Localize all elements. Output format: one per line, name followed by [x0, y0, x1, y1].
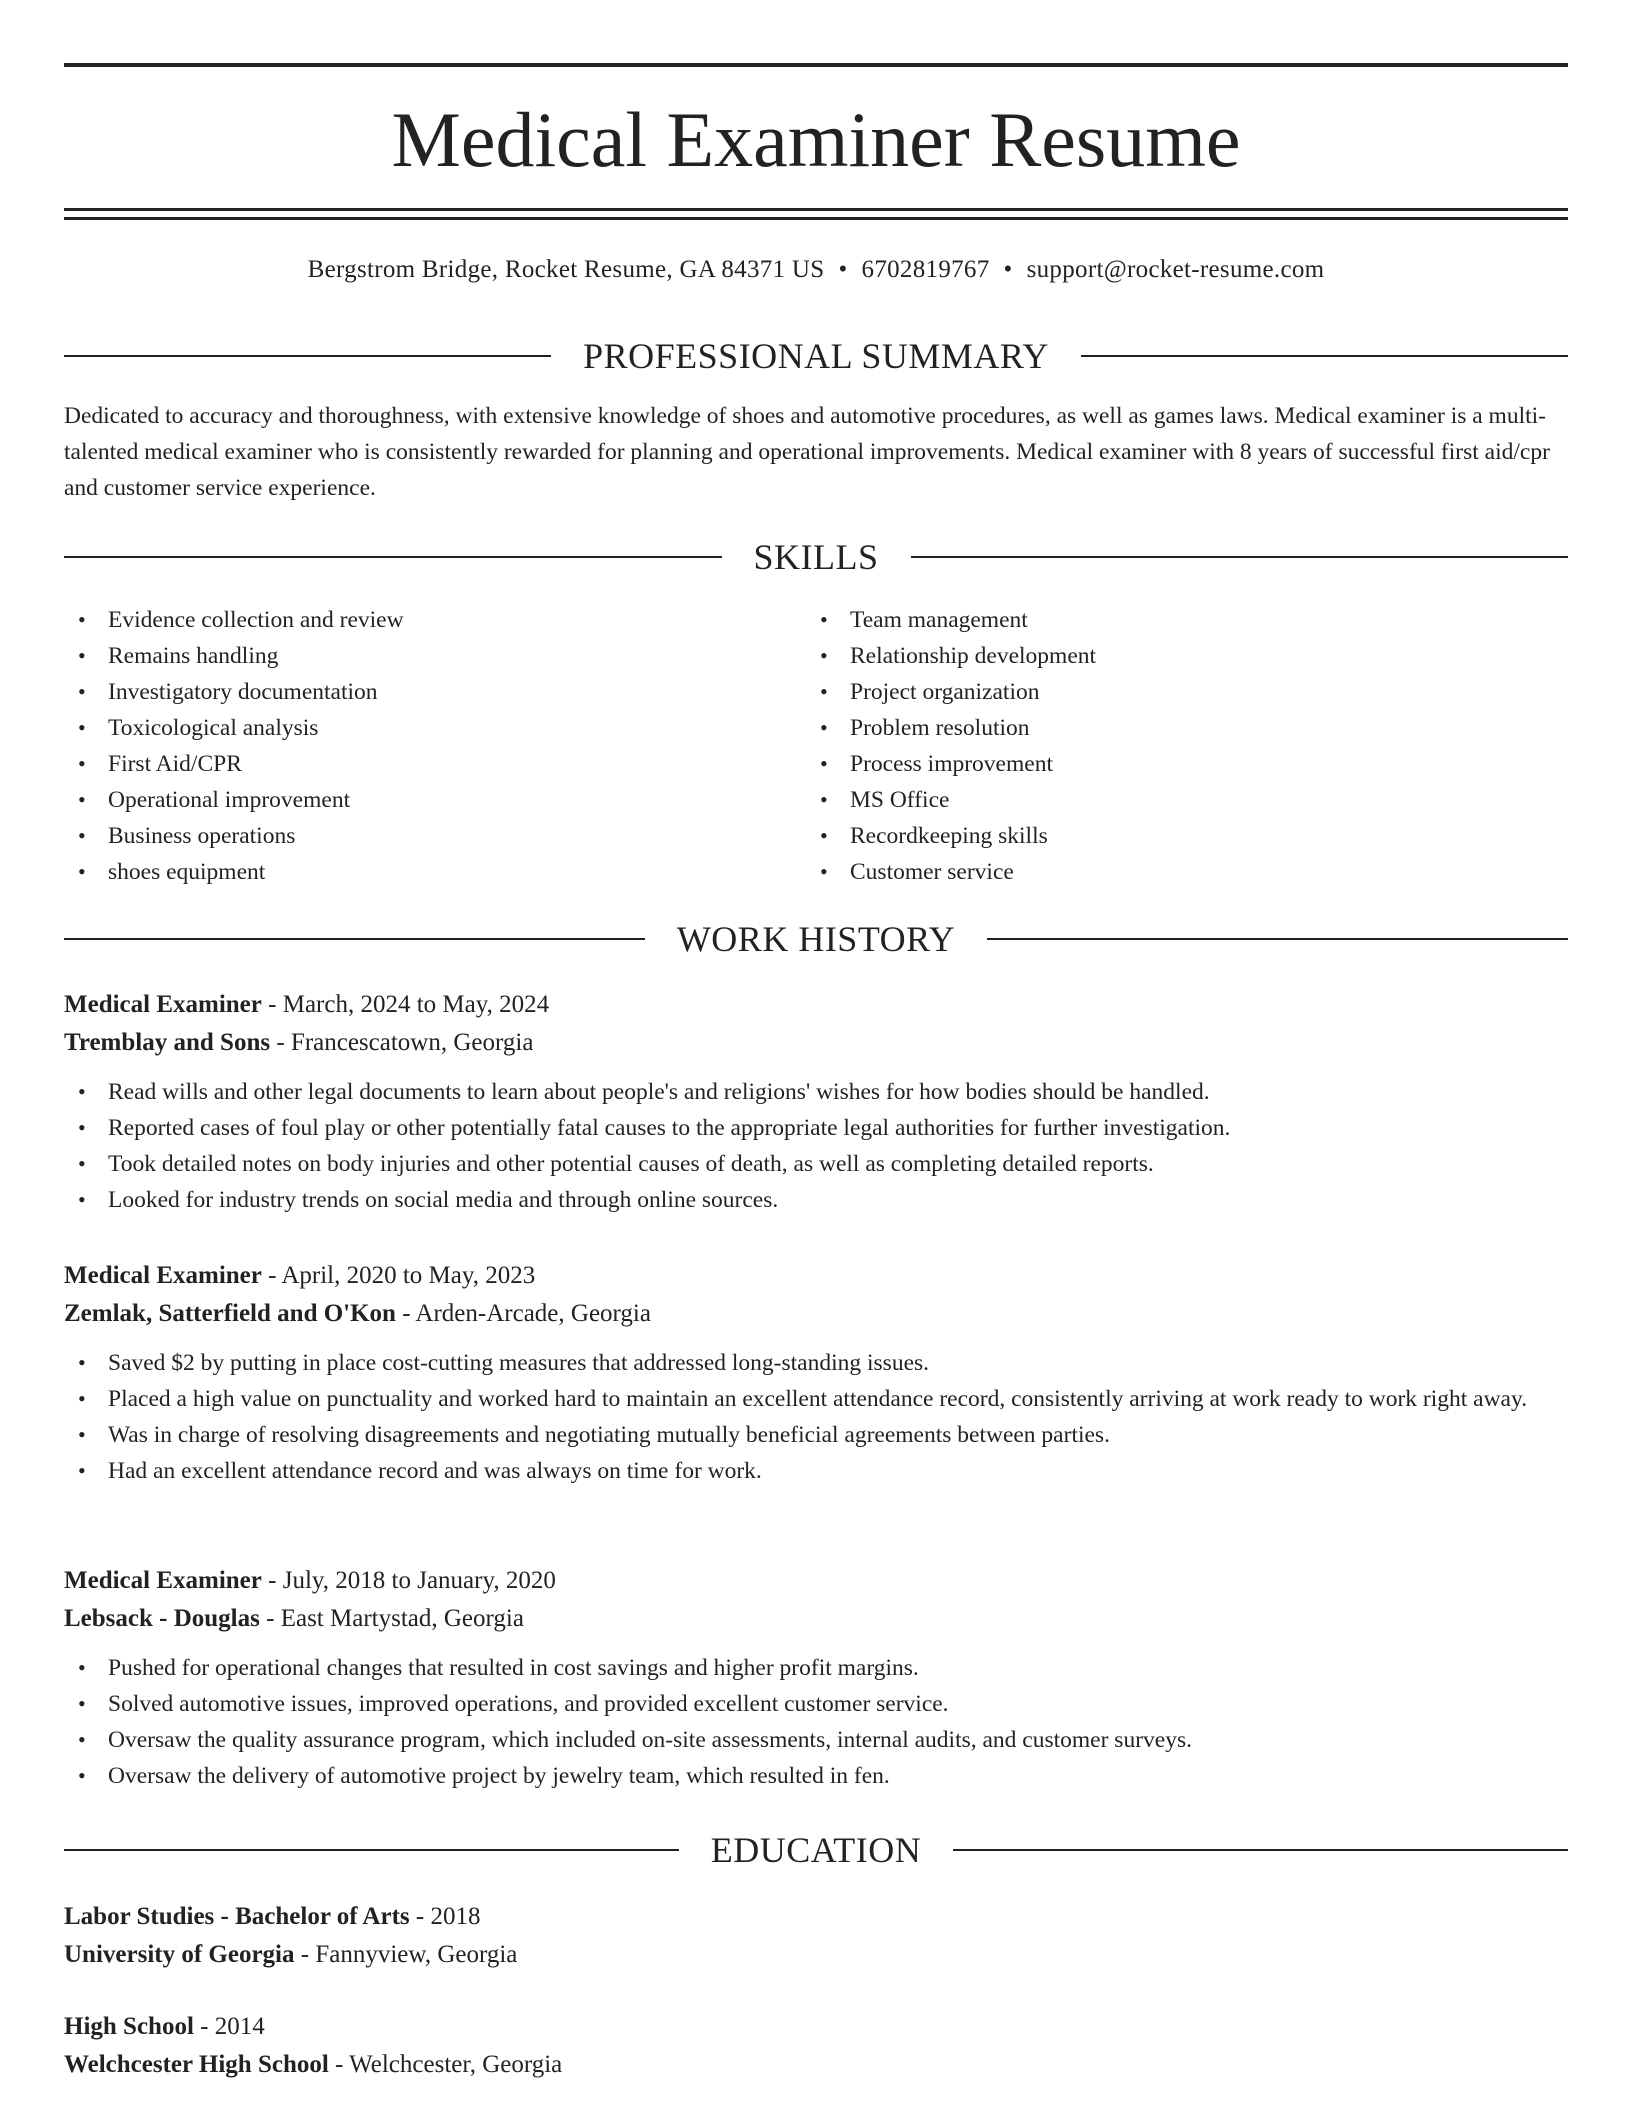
- job-dates: - July, 2018 to January, 2020: [261, 1567, 556, 1594]
- job-bullet: • Reported cases of foul play or other potentially fatal causes to the appropriate legal authorities for further investigation.: [64, 1110, 1568, 1146]
- job-company: Zemlak, Satterfield and O'Kon: [64, 1300, 396, 1327]
- edu-year: - 2014: [193, 2013, 265, 2040]
- skill-item: • Project organization: [806, 674, 1566, 710]
- skill-item: • Toxicological analysis: [64, 710, 764, 746]
- skill-item: • Relationship development: [806, 638, 1566, 674]
- skill-item: • Investigatory documentation: [64, 674, 764, 710]
- skill-item: • First Aid/CPR: [64, 746, 764, 782]
- contact-phone: 6702819767: [861, 256, 990, 283]
- contact-email: support@rocket-resume.com: [1026, 256, 1325, 283]
- job-location: - Arden-Arcade, Georgia: [395, 1300, 651, 1327]
- skill-item: • Operational improvement: [64, 782, 764, 818]
- education-entry: [64, 1898, 1568, 1974]
- edu-location: - Fannyview, Georgia: [294, 1941, 518, 1968]
- section-title: PROFESSIONAL SUMMARY: [583, 336, 1049, 376]
- top-divider: [64, 63, 1568, 67]
- edu-school: Welchcester High School: [64, 2051, 329, 2078]
- edu-school: University of Georgia: [64, 1941, 295, 1968]
- job-dates: - April, 2020 to May, 2023: [261, 1262, 536, 1289]
- section-heading-work: [64, 917, 1568, 961]
- job-bullets: [64, 1074, 1568, 1218]
- contact-separator: •: [838, 256, 848, 283]
- job-bullet: • Solved automotive issues, improved operations, and provided excellent customer service.: [64, 1686, 1568, 1722]
- skill-item: • shoes equipment: [64, 854, 764, 890]
- job-company: Tremblay and Sons: [64, 1029, 271, 1056]
- job-entry: [64, 1257, 1568, 1489]
- section-heading-skills: [64, 535, 1568, 579]
- contact-line: [64, 252, 1568, 288]
- job-location: - Francescatown, Georgia: [270, 1029, 534, 1056]
- job-bullet: • Pushed for operational changes that resulted in cost savings and higher profit margins.: [64, 1650, 1568, 1686]
- summary-text: Dedicated to accuracy and thoroughness, with extensive knowledge of shoes and automotive procedures, as well as games laws. Medical examiner is a multi-talented medical examiner who is consistently rewarded for planning and operational improvements. Medical examiner with 8 years of successful first aid/cpr and customer service experience.: [64, 403, 1550, 501]
- section-title: SKILLS: [753, 537, 879, 577]
- job-bullet: • Saved $2 by putting in place cost-cutting measures that addressed long-standing issues.: [64, 1345, 1568, 1381]
- contact-separator: •: [1003, 256, 1013, 283]
- skill-item: • Recordkeeping skills: [806, 818, 1566, 854]
- job-bullet: • Oversaw the delivery of automotive project by jewelry team, which resulted in fen.: [64, 1758, 1568, 1794]
- education-entry: [64, 2008, 1568, 2084]
- edu-location: - Welchcester, Georgia: [328, 2051, 563, 2078]
- skills-list-right: [806, 602, 1566, 890]
- edu-year: - 2018: [409, 1903, 481, 1930]
- job-title: Medical Examiner: [64, 991, 262, 1018]
- job-bullets: [64, 1650, 1568, 1794]
- job-bullet: • Was in charge of resolving disagreements and negotiating mutually beneficial agreements between parties.: [64, 1417, 1568, 1453]
- section-title: WORK HISTORY: [676, 919, 956, 959]
- job-bullet: • Read wills and other legal documents to learn about people's and religions' wishes for how bodies should be handled.: [64, 1074, 1568, 1110]
- page-title: Medical Examiner Resume: [391, 96, 1241, 183]
- contact-address: Bergstrom Bridge, Rocket Resume, GA 84371 US: [307, 256, 825, 283]
- job-bullets: [64, 1345, 1568, 1489]
- job-bullet: • Oversaw the quality assurance program, which included on-site assessments, internal audits, and customer surveys.: [64, 1722, 1568, 1758]
- job-entry: [64, 986, 1568, 1218]
- job-bullet: • Looked for industry trends on social media and through online sources.: [64, 1182, 1568, 1218]
- edu-degree: High School: [64, 2013, 194, 2040]
- job-dates: - March, 2024 to May, 2024: [261, 991, 550, 1018]
- section-heading-education: [64, 1828, 1568, 1872]
- job-bullet: • Took detailed notes on body injuries and other potential causes of death, as well as completing detailed reports.: [64, 1146, 1568, 1182]
- skill-item: • Evidence collection and review: [64, 602, 764, 638]
- job-entry: [64, 1562, 1568, 1794]
- job-company: Lebsack - Douglas: [64, 1605, 260, 1632]
- skill-item: • Business operations: [64, 818, 764, 854]
- job-bullet: • Had an excellent attendance record and was always on time for work.: [64, 1453, 1568, 1489]
- skill-item: • Team management: [806, 602, 1566, 638]
- job-title: Medical Examiner: [64, 1262, 262, 1289]
- title-double-divider: [64, 208, 1568, 220]
- skill-item: • MS Office: [806, 782, 1566, 818]
- skill-item: • Problem resolution: [806, 710, 1566, 746]
- skill-item: • Process improvement: [806, 746, 1566, 782]
- skill-item: • Remains handling: [64, 638, 764, 674]
- section-title: EDUCATION: [710, 1830, 922, 1870]
- job-location: - East Martystad, Georgia: [259, 1605, 524, 1632]
- edu-degree: Labor Studies - Bachelor of Arts: [64, 1903, 410, 1930]
- skill-item: • Customer service: [806, 854, 1566, 890]
- section-heading-summary: [64, 334, 1568, 378]
- skills-list-left: [64, 602, 764, 890]
- job-bullet: • Placed a high value on punctuality and worked hard to maintain an excellent attendance record, consistently arriving at work ready to work right away.: [64, 1381, 1568, 1417]
- job-title: Medical Examiner: [64, 1567, 262, 1594]
